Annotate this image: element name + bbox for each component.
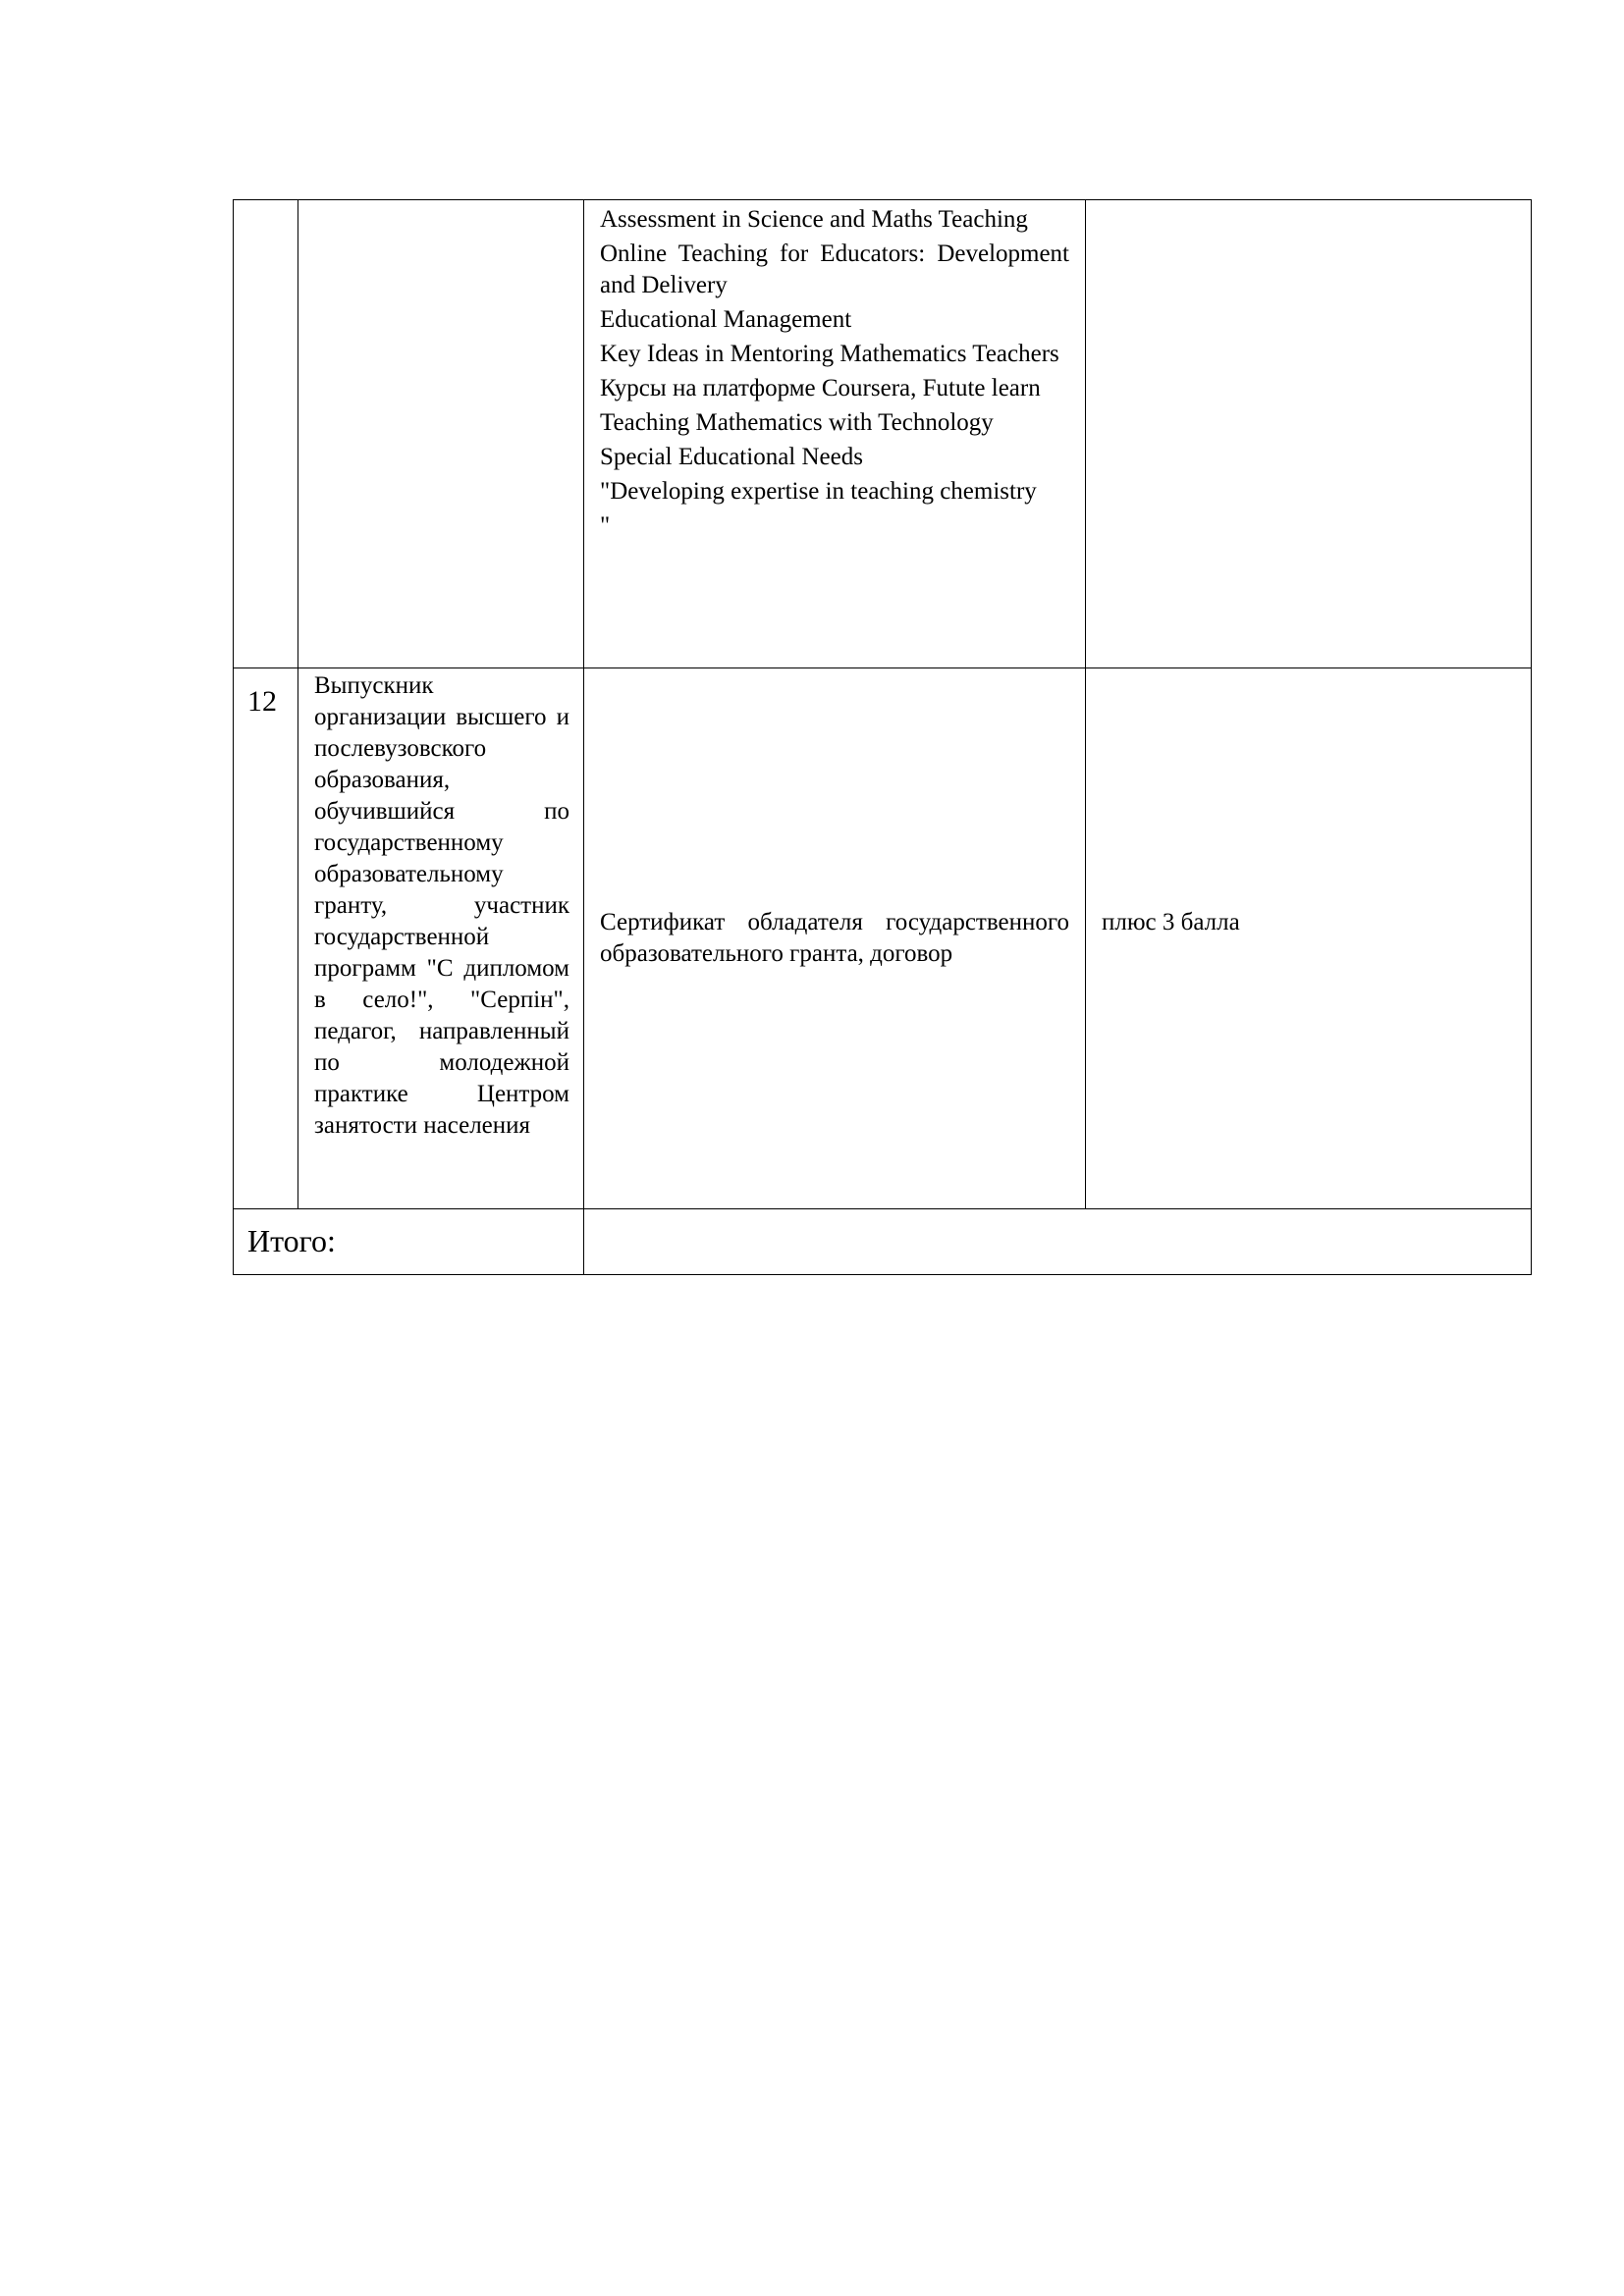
- row-description: Выпускник организации высшего и послевузовского образования, обучившийся по государственному образовательному гранту, участник государственной программ "С дипломом в село!", "Серпін", педагог, направленный по молодежной практике Центром занятости населения: [314, 672, 569, 1139]
- total-label-cell: [234, 1209, 584, 1275]
- table-row: [234, 200, 1532, 668]
- row-number-cell: [234, 668, 298, 1209]
- course-item: Online Teaching for Educators: Development and Delivery: [600, 240, 1069, 298]
- row-description-cell: [298, 200, 584, 668]
- course-item: Key Ideas in Mentoring Mathematics Teachers: [600, 341, 1059, 367]
- row-number: 12: [247, 685, 277, 718]
- row-points-cell: [1086, 200, 1532, 668]
- total-row: [234, 1209, 1532, 1275]
- row-points: плюс 3 балла: [1102, 909, 1240, 935]
- total-value-cell: [584, 1209, 1532, 1275]
- row-documents: Сертификат обладателя государственного образовательного гранта, договор: [600, 909, 1069, 967]
- course-list: [584, 200, 1085, 549]
- table-row: [234, 668, 1532, 1209]
- course-item: ": [600, 512, 611, 539]
- course-item: Assessment in Science and Maths Teaching: [600, 206, 1028, 233]
- total-value: [584, 1209, 1531, 1221]
- criteria-table: [233, 199, 1532, 1275]
- total-label: Итого:: [247, 1223, 336, 1258]
- course-item: "Developing expertise in teaching chemistry: [600, 478, 1037, 505]
- row-documents-cell: [584, 200, 1086, 668]
- course-item: Special Educational Needs: [600, 444, 863, 470]
- course-item: Teaching Mathematics with Technology: [600, 409, 994, 436]
- row-documents-cell: [584, 668, 1086, 1209]
- course-item: Курсы на платформе Coursera, Futute learn: [600, 375, 1041, 401]
- row-points-cell: [1086, 668, 1532, 1209]
- course-item: Educational Management: [600, 306, 852, 333]
- row-number-cell: [234, 200, 298, 668]
- row-description-cell: [298, 668, 584, 1209]
